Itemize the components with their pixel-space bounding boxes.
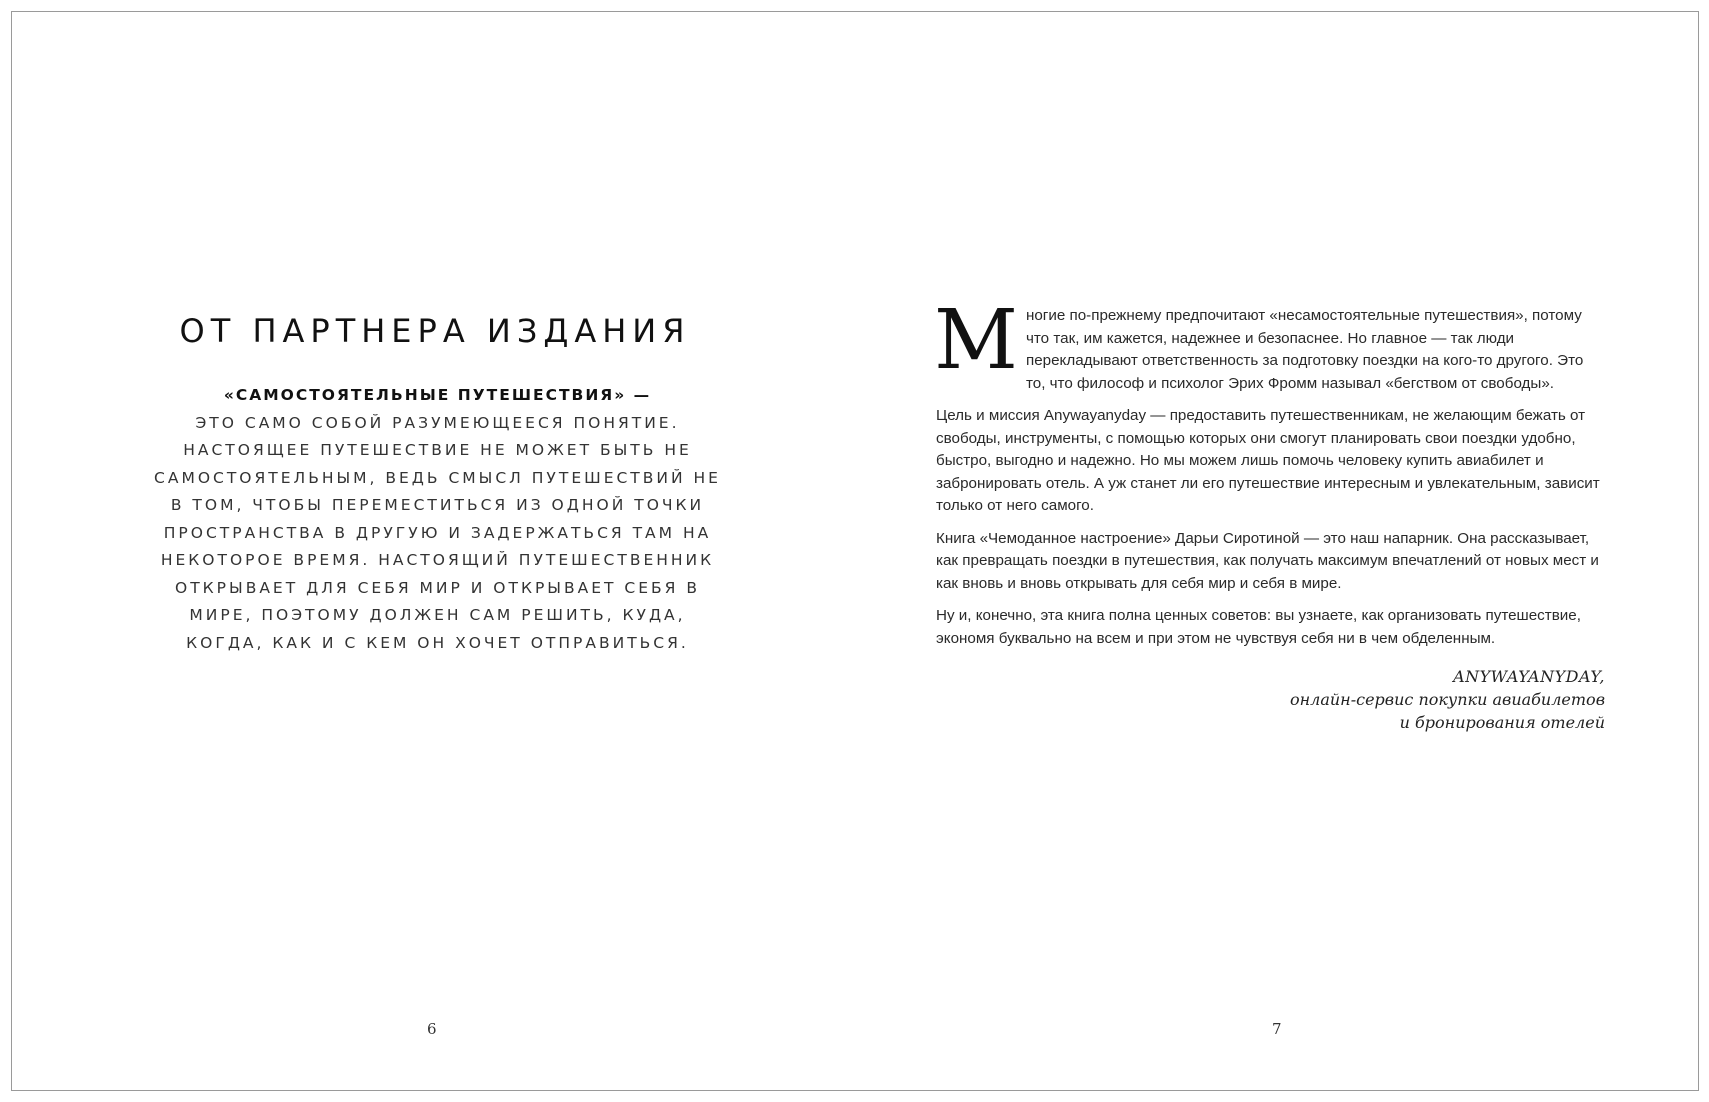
page-number-left: 6: [427, 1020, 437, 1038]
signature-line-2: и бронирования отелей: [1399, 713, 1605, 732]
paragraph-3: Книга «Чемоданное настроение» Дарьи Сиротиной — это наш напарник. Она рассказывает, как превращать поездки в путешествия, как получать максимум впечатлений от новых мест и как вновь и вновь открывать для себя мир и себя в мире.: [936, 529, 1599, 592]
paragraph-1: [934, 293, 1601, 395]
paragraph-4: Ну и, конечно, эта книга полна ценных советов: вы узнаете, как организовать путешествие, экономя буквально на всем и при этом не чувствуя себя ни в чем обделенным.: [936, 607, 1581, 647]
intro-rest: ЭТО САМО СОБОЙ РАЗУМЕЮЩЕЕСЯ ПОНЯТИЕ. НАСТОЯЩЕЕ ПУТЕШЕСТВИЕ НЕ МОЖЕТ БЫТЬ НЕ САМОСТОЯТЕЛЬНЫМ, ВЕДЬ СМЫСЛ ПУТЕШЕСТВИЙ НЕ В ТОМ, ЧТОБЫ ПЕРЕМЕСТИТЬСЯ ИЗ ОДНОЙ ТОЧКИ ПРОСТРАНСТВА В ДРУГУЮ И ЗАДЕРЖАТЬСЯ ТАМ НА НЕКОТОРОЕ ВРЕМЯ. НАСТОЯЩИЙ ПУТЕШЕСТВЕННИК ОТКРЫВАЕТ ДЛЯ СЕБЯ МИР И ОТКРЫВАЕТ СЕБЯ В МИРЕ, ПОЭТОМУ ДОЛЖЕН САМ РЕШИТЬ, КУДА, КОГДА, КАК И С КЕМ ОН ХОЧЕТ ОТПРАВИТЬСЯ.: [154, 413, 721, 652]
intro-lead: «САМОСТОЯТЕЛЬНЫЕ ПУТЕШЕСТВИЯ» —: [223, 386, 652, 404]
paragraph-1-text: ногие по-прежнему предпочитают «несамостоятельные путешествия», потому что так, им кажется, надежнее и безопаснее. Но главное — так люди перекладывают ответственность за подготовку поездки на кого-то другого. Это то, что философ и психолог Эрих Фромм называл «бегством от свободы».: [1025, 307, 1584, 392]
body-text: [934, 293, 1601, 660]
drop-cap: М: [934, 293, 1018, 388]
paragraph-2: Цель и миссия Anywayanyday — предоставить путешественникам, не желающим бежать от свободы, инструменты, с помощью которых они смогут планировать свои поездки удобно, быстро, выгодно и надежно. Но мы можем лишь помочь человеку купить авиабилет и забронировать отель. А уж станет ли его путешествие интересным и увлекательным, зависит только от него самого.: [936, 407, 1600, 514]
page-number-right: 7: [1272, 1020, 1282, 1038]
signature: [1150, 665, 1605, 734]
page-title: ОТ ПАРТНЕРА ИЗДАНИЯ: [179, 312, 691, 350]
intro-text: [150, 382, 725, 657]
signature-name: ANYWAYANYDAY,: [1453, 667, 1605, 686]
signature-line-1: онлайн-сервис покупки авиабилетов: [1289, 690, 1605, 709]
